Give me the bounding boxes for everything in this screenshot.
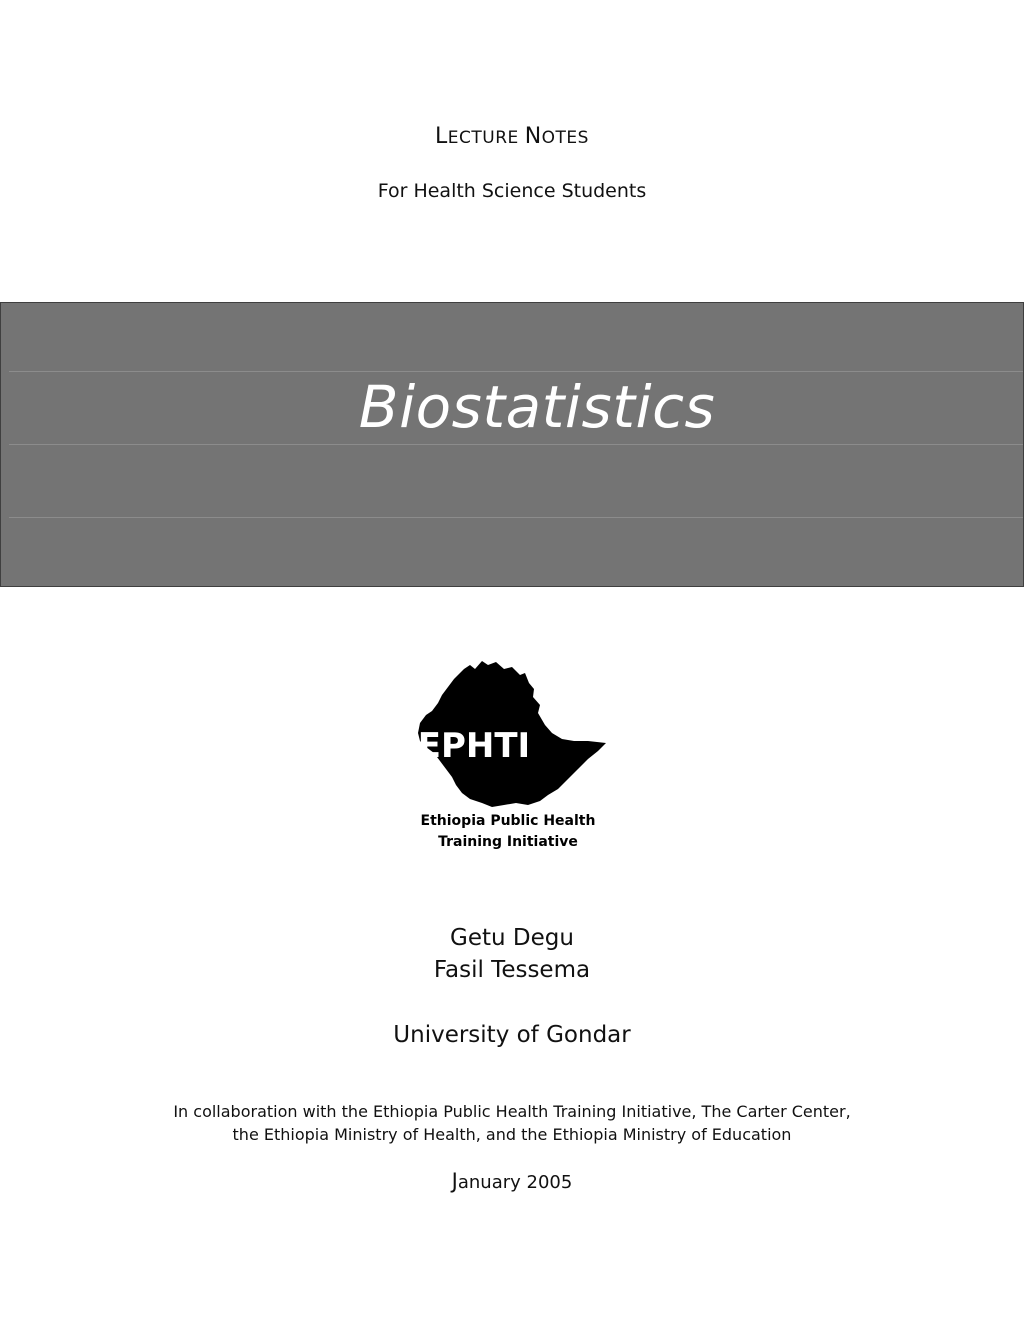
series-title-initial-2: N bbox=[524, 124, 542, 149]
banner-rule bbox=[9, 444, 1023, 445]
publication-date bbox=[0, 1169, 1024, 1193]
book-title: Biostatistics bbox=[358, 373, 716, 441]
ethiopia-map-icon bbox=[412, 655, 612, 855]
date-rest: anuary 2005 bbox=[457, 1172, 573, 1193]
author-name: Getu Degu bbox=[450, 925, 574, 951]
title-banner bbox=[0, 302, 1024, 587]
ephti-logo bbox=[412, 655, 612, 855]
collaboration-line-1: In collaboration with the Ethiopia Public Health Training Initiative, The Carter Center, bbox=[173, 1102, 851, 1121]
series-title-rest-2: OTES bbox=[541, 128, 589, 148]
series-title-initial-1: L bbox=[435, 124, 448, 149]
logo-line-2: Training Initiative bbox=[438, 834, 578, 850]
date-initial: J bbox=[451, 1169, 458, 1193]
banner-rule bbox=[9, 371, 1023, 372]
banner-rule bbox=[9, 517, 1023, 518]
institution: University of Gondar bbox=[393, 1022, 631, 1048]
series-title-rest-1: ECTURE bbox=[447, 128, 525, 148]
author-name: Fasil Tessema bbox=[433, 957, 591, 983]
logo-line-1: Ethiopia Public Health bbox=[420, 813, 596, 829]
series-title bbox=[0, 124, 1024, 149]
audience-subtitle: For Health Science Students bbox=[377, 180, 647, 202]
logo-acronym: EPHTI bbox=[417, 726, 531, 766]
collaboration-line-2: the Ethiopia Ministry of Health, and the Ethiopia Ministry of Education bbox=[232, 1125, 792, 1144]
